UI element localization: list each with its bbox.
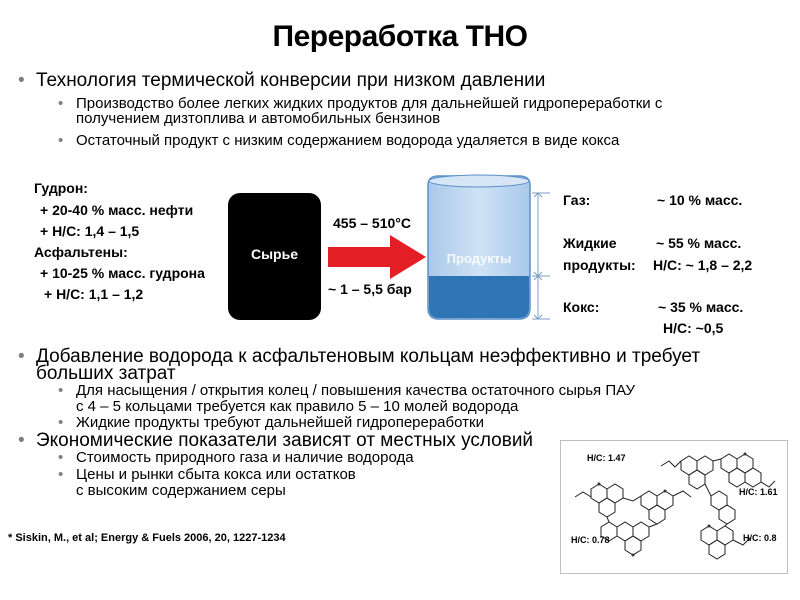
bullet-marker: • bbox=[18, 346, 25, 367]
liquid-label-2: продукты: bbox=[563, 257, 636, 273]
molecule-figure bbox=[560, 440, 788, 574]
vessel-label: Продукты bbox=[446, 251, 512, 266]
asphaltenes-gudron: + 10-25 % масс. гудрона bbox=[40, 265, 205, 281]
footnote: * Siskin, M., et al; Energy & Fuels 2006, 20, 1227-1234 bbox=[8, 532, 286, 544]
temperature-label: 455 – 510°C bbox=[333, 215, 411, 231]
page-title: Переработка ТНО bbox=[272, 20, 528, 53]
bullet-marker: • bbox=[58, 466, 64, 483]
gas-value: ~ 10 % масс. bbox=[657, 192, 743, 208]
arrow-shape bbox=[328, 235, 426, 279]
product-vessel bbox=[425, 173, 560, 323]
vessel-bracket bbox=[532, 193, 550, 319]
bullet-1-sub-2: Остаточный продукт с низким содержанием водорода удаляется в виде кокса bbox=[76, 132, 620, 149]
bullet-marker: • bbox=[58, 449, 64, 466]
process-arrow bbox=[328, 235, 428, 280]
bullet-1-text: Технология термической конверсии при низком давлении bbox=[36, 70, 546, 91]
gas-label: Газ: bbox=[563, 192, 591, 208]
bullet-2-sub-1-line-2: с 4 – 5 кольцами требуется как правило 5 – 10 молей водорода bbox=[76, 398, 519, 415]
bullet-3-text: Экономические показатели зависят от местных условий bbox=[36, 430, 534, 451]
bullet-marker: • bbox=[58, 132, 64, 149]
gudron-label: Гудрон: bbox=[34, 180, 88, 196]
coke-hc: H/C: ~0,5 bbox=[663, 320, 724, 336]
molecule-hc-3: H/C: 0.78 bbox=[571, 535, 610, 545]
bullet-marker: • bbox=[18, 70, 25, 91]
bullet-3-sub-2-line-2: с высоким содержанием серы bbox=[76, 482, 286, 499]
bullet-1-sub-1-line-1: Производство более легких жидких продуктов для дальнейшей гидропереработки с bbox=[76, 95, 663, 112]
gudron-oil: + 20-40 % масс. нефти bbox=[40, 202, 194, 218]
liquid-label: Жидкие bbox=[563, 235, 617, 251]
liquid-hc: H/C: ~ 1,8 – 2,2 bbox=[653, 257, 753, 273]
coke-value: ~ 35 % масс. bbox=[658, 299, 744, 315]
bullet-2-line-1: Добавление водорода к асфальтеновым кольцам неэффективно и требует bbox=[36, 346, 701, 367]
bullet-2-sub-2: Жидкие продукты требуют дальнейшей гидропереработки bbox=[76, 414, 484, 431]
bullet-3-sub-1: Стоимость природного газа и наличие водорода bbox=[76, 449, 414, 466]
liquid-value: ~ 55 % масс. bbox=[656, 235, 742, 251]
bullet-3-sub-2-line-1: Цены и рынки сбыта кокса или остатков bbox=[76, 466, 356, 483]
coke-label: Кокс: bbox=[563, 299, 600, 315]
molecule-hc-2: H/C: 1.61 bbox=[739, 487, 778, 497]
bullet-marker: • bbox=[58, 382, 64, 399]
bullet-marker: • bbox=[58, 414, 64, 431]
bullet-marker: • bbox=[58, 95, 64, 112]
gudron-hc: + H/C: 1,4 – 1,5 bbox=[40, 223, 140, 239]
bullet-marker: • bbox=[18, 430, 25, 451]
asphaltenes-label: Асфальтены: bbox=[34, 244, 128, 260]
asphaltenes-hc: + H/C: 1,1 – 1,2 bbox=[44, 286, 144, 302]
molecule-hc-4: H/C: 0.8 bbox=[743, 533, 777, 543]
bullet-2-line-2: больших затрат bbox=[36, 363, 176, 384]
vessel-top bbox=[429, 175, 529, 187]
molecule-hc-1: H/C: 1.47 bbox=[587, 453, 626, 463]
bullet-1-sub-1-line-2: получением дизтоплива и автомобильных бензинов bbox=[76, 110, 441, 127]
bullet-2-sub-1-line-1: Для насыщения / открытия колец / повышения качества остаточного сырья ПАУ bbox=[76, 382, 635, 399]
pressure-label: ~ 1 – 5,5 бар bbox=[328, 281, 412, 297]
vessel-liquid bbox=[429, 276, 529, 318]
feed-box-label: Сырье bbox=[250, 246, 298, 262]
molecule-atoms bbox=[598, 453, 751, 557]
